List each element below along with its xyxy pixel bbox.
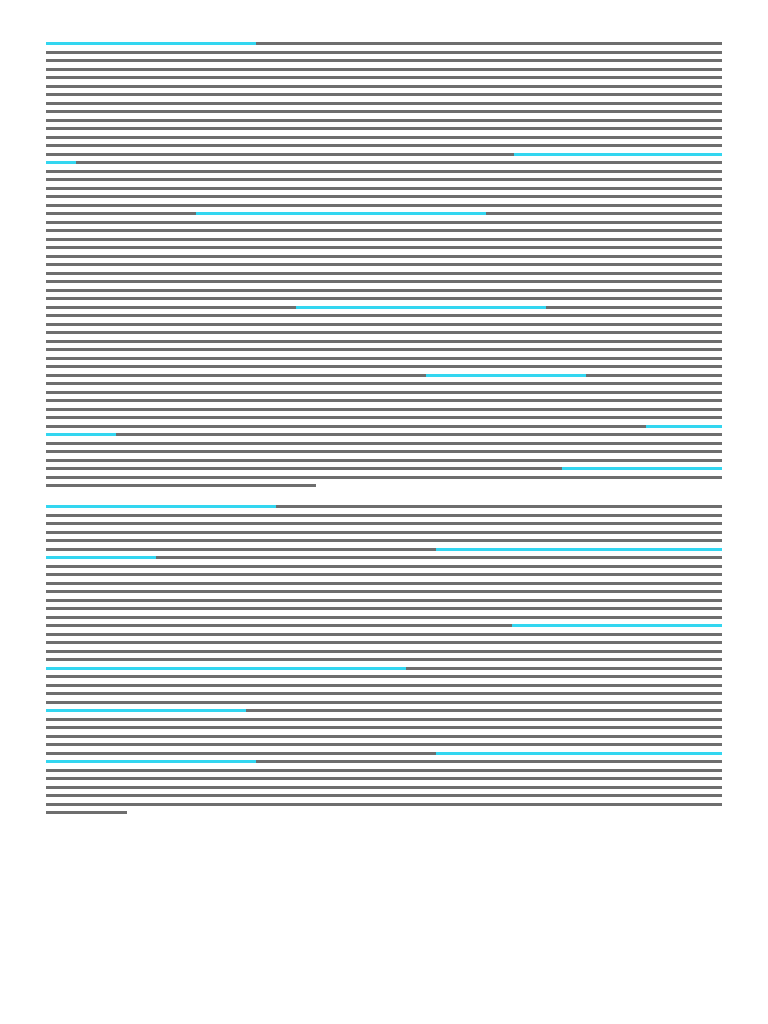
text-line — [46, 365, 722, 368]
text-line — [46, 314, 722, 317]
text-line — [46, 539, 722, 542]
text-line — [46, 153, 722, 156]
highlighted-heading — [646, 425, 722, 428]
text-line — [46, 161, 722, 164]
highlighted-heading — [436, 752, 722, 755]
text-line — [46, 93, 722, 96]
text-line — [46, 416, 722, 419]
text-line — [46, 289, 722, 292]
text-line — [46, 658, 722, 661]
text-line — [46, 811, 722, 814]
text-line — [46, 459, 722, 462]
text-line — [46, 348, 722, 351]
text-line — [46, 599, 722, 602]
text-line — [46, 119, 722, 122]
text-line — [46, 752, 722, 755]
text-line — [46, 357, 722, 360]
text-line — [46, 76, 722, 79]
text-line — [46, 59, 722, 62]
text-line — [46, 382, 722, 385]
text-line — [46, 127, 722, 130]
text-line — [46, 255, 722, 258]
text-line — [46, 769, 722, 772]
text-line — [46, 323, 722, 326]
text-line — [46, 624, 722, 627]
text-line — [46, 675, 722, 678]
highlighted-heading — [46, 667, 406, 670]
text-line — [46, 718, 722, 721]
text-line — [46, 590, 722, 593]
highlighted-heading — [514, 153, 722, 156]
text-line — [46, 743, 722, 746]
highlighted-heading — [512, 624, 722, 627]
text-line — [46, 692, 722, 695]
text-line — [46, 803, 722, 806]
text-line — [46, 246, 722, 249]
text-line — [46, 263, 722, 266]
highlighted-heading — [296, 306, 546, 309]
text-line — [46, 777, 722, 780]
text-line — [46, 607, 722, 610]
text-block-2 — [46, 505, 722, 823]
text-line — [46, 650, 722, 653]
text-line — [46, 467, 722, 470]
text-line — [46, 641, 722, 644]
highlighted-heading — [46, 42, 256, 45]
text-line — [46, 476, 722, 479]
text-line — [46, 684, 722, 687]
text-line — [46, 212, 722, 215]
text-line — [46, 514, 722, 517]
text-line — [46, 565, 722, 568]
text-line — [46, 306, 722, 309]
text-line — [46, 331, 722, 334]
text-line — [46, 556, 722, 559]
highlighted-heading — [196, 212, 486, 215]
text-line — [46, 582, 722, 585]
text-line — [46, 204, 722, 207]
text-line — [46, 433, 722, 436]
text-line — [46, 667, 722, 670]
text-line — [46, 794, 722, 797]
text-block-1 — [46, 42, 722, 492]
text-line — [46, 170, 722, 173]
text-line — [46, 573, 722, 576]
highlighted-heading — [46, 161, 76, 164]
highlighted-heading — [426, 374, 586, 377]
text-line — [46, 522, 722, 525]
text-line — [46, 616, 722, 619]
highlighted-heading — [562, 467, 722, 470]
text-line — [46, 178, 722, 181]
text-line — [46, 221, 722, 224]
highlighted-heading — [46, 709, 246, 712]
highlighted-heading — [46, 760, 256, 763]
highlighted-heading — [46, 433, 116, 436]
highlighted-heading — [46, 505, 276, 508]
text-line — [46, 505, 722, 508]
text-line — [46, 786, 722, 789]
text-line — [46, 391, 722, 394]
text-line — [46, 272, 722, 275]
text-line — [46, 442, 722, 445]
text-line — [46, 701, 722, 704]
text-line — [46, 425, 722, 428]
highlighted-heading — [46, 556, 156, 559]
text-line — [46, 68, 722, 71]
text-line — [46, 110, 722, 113]
text-line — [46, 374, 722, 377]
text-line — [46, 238, 722, 241]
text-line — [46, 726, 722, 729]
text-line — [46, 399, 722, 402]
text-line — [46, 297, 722, 300]
text-line — [46, 51, 722, 54]
text-line — [46, 735, 722, 738]
text-line — [46, 633, 722, 636]
text-line — [46, 709, 722, 712]
text-line — [46, 195, 722, 198]
text-line — [46, 408, 722, 411]
text-line — [46, 760, 722, 763]
text-line — [46, 229, 722, 232]
text-line — [46, 102, 722, 105]
text-line — [46, 280, 722, 283]
text-line — [46, 450, 722, 453]
text-line — [46, 531, 722, 534]
highlighted-heading — [436, 548, 722, 551]
text-line — [46, 42, 722, 45]
text-line — [46, 85, 722, 88]
text-line — [46, 144, 722, 147]
text-line — [46, 340, 722, 343]
text-line — [46, 136, 722, 139]
text-line — [46, 484, 722, 487]
text-line — [46, 548, 722, 551]
text-line — [46, 187, 722, 190]
